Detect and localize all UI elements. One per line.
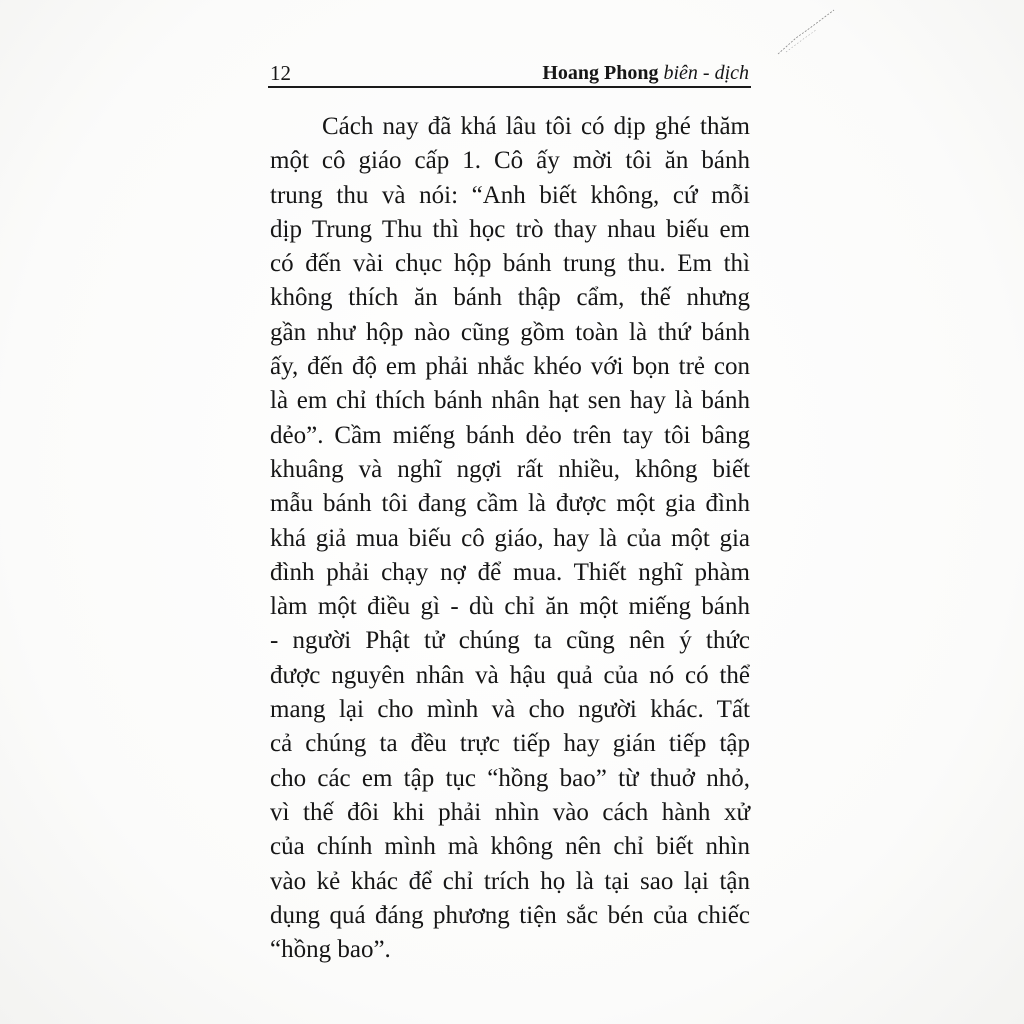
- text-line: ấy, đến độ em phải nhắc khéo với bọn trẻ con: [270, 353, 750, 381]
- text-line: trung thu và nói: “Anh biết không, cứ mỗi: [270, 181, 750, 209]
- text-line: “hồng bao”.: [270, 936, 391, 964]
- text-line: có đến vài chục hộp bánh trung thu. Em thì: [270, 250, 750, 278]
- text-line: dịp Trung Thu thì học trò thay nhau biếu em: [270, 215, 750, 243]
- page-number: 12: [270, 61, 291, 85]
- text-line: dụng quá đáng phương tiện sắc bén của chiếc: [270, 901, 750, 929]
- text-line: cho các em tập tục “hồng bao” từ thuở nhỏ,: [270, 764, 750, 792]
- text-line: là em chỉ thích bánh nhân hạt sen hay là bánh: [270, 387, 750, 415]
- author-name: Hoang Phong: [542, 62, 659, 84]
- text-line: dẻo”. Cầm miếng bánh dẻo trên tay tôi bâng: [270, 421, 750, 449]
- text-line: được nguyên nhân và hậu quả của nó có thể: [270, 661, 750, 689]
- text-line: gần như hộp nào cũng gồm toàn là thứ bánh: [270, 318, 750, 346]
- text-line: cả chúng ta đều trực tiếp hay gián tiếp tập: [270, 730, 750, 758]
- text-line: vào kẻ khác để chỉ trích họ là tại sao lại tận: [270, 867, 750, 895]
- text-line: làm một điều gì - dù chỉ ăn một miếng bánh: [270, 593, 750, 621]
- text-line: vì thế đôi khi phải nhìn vào cách hành xử: [270, 798, 750, 826]
- running-head: [542, 62, 749, 84]
- body-paragraph: [270, 110, 750, 967]
- text-line: không thích ăn bánh thập cẩm, thế nhưng: [270, 284, 750, 312]
- text-line: mẫu bánh tôi đang cầm là được một gia đình: [270, 490, 750, 518]
- text-line: Cách nay đã khá lâu tôi có dịp ghé thăm: [322, 113, 750, 140]
- text-line: của chính mình mà không nên chỉ biết nhìn: [270, 833, 750, 861]
- text-line: một cô giáo cấp 1. Cô ấy mời tôi ăn bánh: [270, 147, 750, 175]
- text-line: - người Phật tử chúng ta cũng nên ý thức: [270, 627, 750, 655]
- scratch-mark-decoration: [776, 8, 836, 58]
- page-header: [268, 58, 751, 88]
- author-role: biên - dịch: [663, 62, 749, 84]
- text-line: mang lại cho mình và cho người khác. Tất: [270, 696, 750, 724]
- text-line: khá giả mua biếu cô giáo, hay là của một gia: [270, 524, 750, 552]
- text-line: đình phải chạy nợ để mua. Thiết nghĩ phàm: [270, 558, 750, 586]
- text-line: khuâng và nghĩ ngợi rất nhiều, không biết: [270, 455, 750, 483]
